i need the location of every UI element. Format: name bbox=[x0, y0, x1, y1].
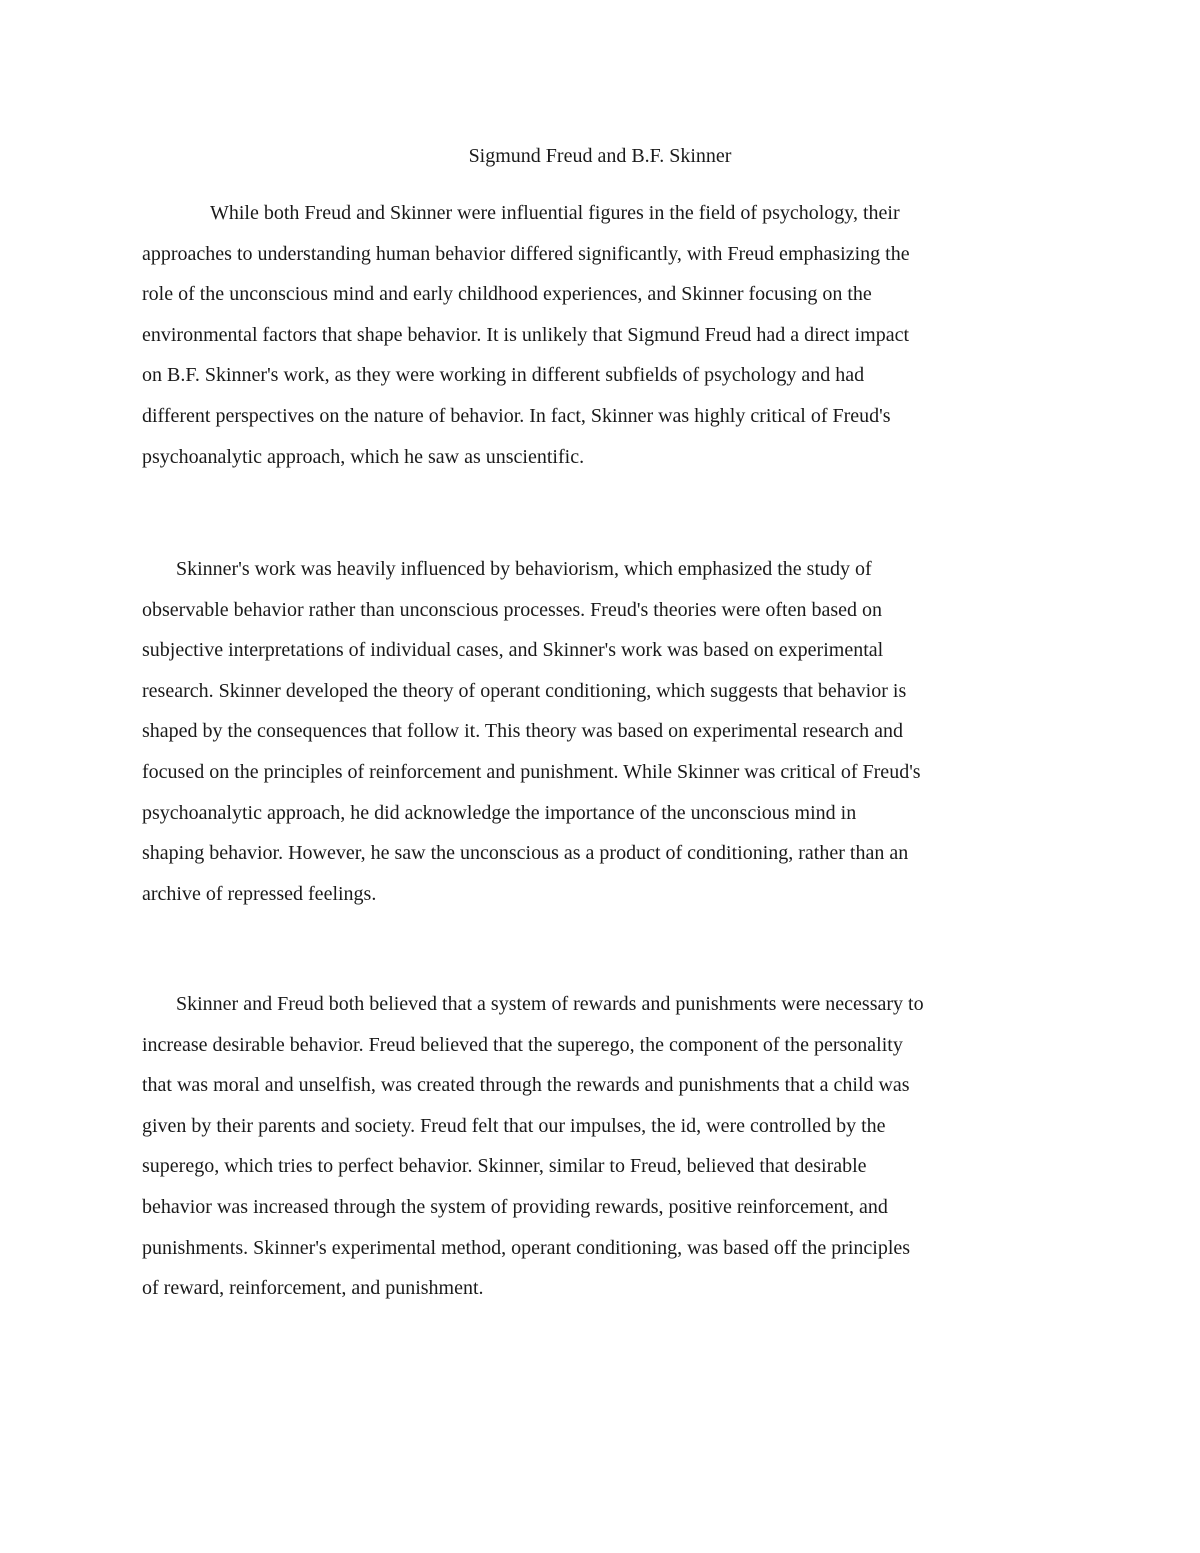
paragraph-line: Skinner and Freud both believed that a system of rewards and punishments were necessary to bbox=[176, 993, 924, 1015]
paragraph-line: psychoanalytic approach, which he saw as unscientific. bbox=[142, 445, 585, 468]
paragraph-line: approaches to understanding human behavior differed significantly, with Freud emphasizing the bbox=[142, 242, 910, 265]
paragraph-line: shaped by the consequences that follow it. This theory was based on experimental research and bbox=[142, 720, 904, 743]
paragraph-line: archive of repressed feelings. bbox=[142, 882, 377, 905]
paragraph-line: increase desirable behavior. Freud believed that the superego, the component of the personality bbox=[142, 1033, 903, 1056]
paragraph-line: focused on the principles of reinforcement and punishment. While Skinner was critical of Freud's bbox=[142, 760, 921, 783]
paragraph-line: research. Skinner developed the theory of operant conditioning, which suggests that behavior is bbox=[142, 679, 907, 702]
paragraph-line: of reward, reinforcement, and punishment. bbox=[142, 1277, 484, 1300]
document-title: Sigmund Freud and B.F. Skinner bbox=[468, 145, 732, 167]
paragraph-line: observable behavior rather than unconscious processes. Freud's theories were often based on bbox=[142, 598, 883, 621]
paragraph-line: punishments. Skinner's experimental method, operant conditioning, was based off the principles bbox=[142, 1236, 911, 1259]
paragraph-line: role of the unconscious mind and early childhood experiences, and Skinner focusing on the bbox=[142, 283, 872, 306]
paragraph-line: subjective interpretations of individual cases, and Skinner's work was based on experimental bbox=[142, 639, 884, 662]
paragraph-line: psychoanalytic approach, he did acknowledge the importance of the unconscious mind in bbox=[142, 801, 857, 824]
paragraph-3 bbox=[142, 984, 1062, 1309]
paragraph-line: Skinner's work was heavily influenced by behaviorism, which emphasized the study of bbox=[176, 558, 872, 580]
paragraph-line: different perspectives on the nature of behavior. In fact, Skinner was highly critical of Freud's bbox=[142, 404, 891, 427]
paragraph-1 bbox=[142, 193, 1062, 477]
paragraph-line: behavior was increased through the system of providing rewards, positive reinforcement, and bbox=[142, 1195, 888, 1218]
paragraph-line: shaping behavior. However, he saw the unconscious as a product of conditioning, rather than an bbox=[142, 842, 909, 865]
paragraph-line: given by their parents and society. Freud felt that our impulses, the id, were controlled by the bbox=[142, 1114, 886, 1137]
paragraph-line: environmental factors that shape behavior. It is unlikely that Sigmund Freud had a direct impact bbox=[142, 323, 910, 346]
paragraph-line: on B.F. Skinner's work, as they were working in different subfields of psychology and had bbox=[142, 364, 865, 387]
paragraph-line: superego, which tries to perfect behavior. Skinner, similar to Freud, believed that desirable bbox=[142, 1155, 867, 1178]
paragraph-2 bbox=[142, 549, 1062, 914]
paragraph-line: that was moral and unselfish, was created through the rewards and punishments that a child was bbox=[142, 1074, 910, 1097]
paragraph-line: While both Freud and Skinner were influential figures in the field of psychology, their bbox=[210, 202, 900, 224]
